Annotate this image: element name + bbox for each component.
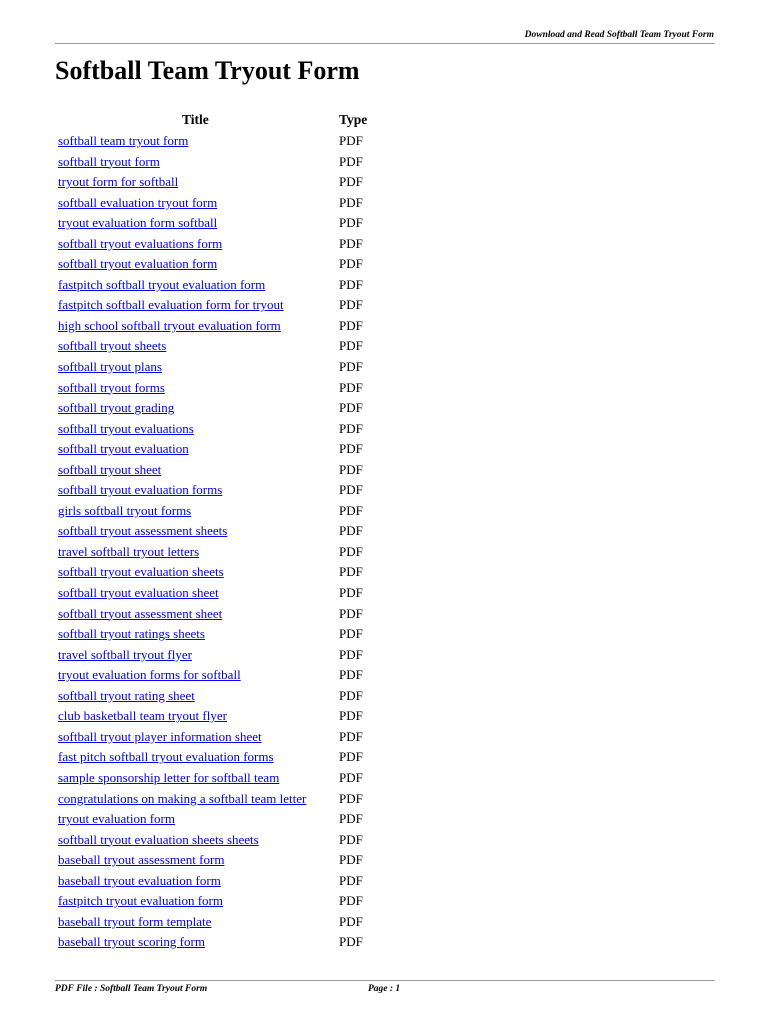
document-link[interactable]: softball tryout forms xyxy=(58,379,165,395)
document-link[interactable]: baseball tryout form template xyxy=(58,913,212,929)
table-row xyxy=(58,460,378,481)
document-link[interactable]: softball tryout evaluation sheets sheets xyxy=(58,831,259,847)
document-list xyxy=(58,131,378,953)
document-link[interactable]: softball tryout evaluation form xyxy=(58,256,218,272)
document-link[interactable]: softball tryout player information sheet xyxy=(58,728,262,744)
document-link[interactable]: fastpitch softball evaluation form for tryout xyxy=(58,297,284,313)
file-type-label: PDF xyxy=(339,502,363,518)
table-row xyxy=(58,275,378,296)
file-type-label: PDF xyxy=(339,215,363,231)
file-type-label: PDF xyxy=(339,934,363,950)
table-row xyxy=(58,295,378,316)
table-row xyxy=(58,747,378,768)
table-row xyxy=(58,398,378,419)
document-link[interactable]: baseball tryout assessment form xyxy=(58,852,225,868)
table-row xyxy=(58,686,378,707)
document-link[interactable]: travel softball tryout flyer xyxy=(58,646,192,662)
file-type-label: PDF xyxy=(339,646,363,662)
table-row xyxy=(58,378,378,399)
document-link[interactable]: softball tryout evaluation xyxy=(58,441,189,457)
file-type-label: PDF xyxy=(339,256,363,272)
table-row xyxy=(58,912,378,933)
file-type-label: PDF xyxy=(339,420,363,436)
table-row xyxy=(58,439,378,460)
table-row xyxy=(58,809,378,830)
document-link[interactable]: softball tryout evaluation sheets xyxy=(58,564,224,580)
document-link[interactable]: girls softball tryout forms xyxy=(58,502,192,518)
document-link[interactable]: softball evaluation tryout form xyxy=(58,194,218,210)
table-row xyxy=(58,645,378,666)
document-link[interactable]: high school softball tryout evaluation form xyxy=(58,317,281,333)
table-row xyxy=(58,419,378,440)
table-row xyxy=(58,542,378,563)
document-link[interactable]: baseball tryout evaluation form xyxy=(58,872,221,888)
document-link[interactable]: softball tryout evaluation forms xyxy=(58,482,223,498)
table-row xyxy=(58,932,378,953)
document-link[interactable]: sample sponsorship letter for softball team xyxy=(58,769,280,785)
file-type-label: PDF xyxy=(339,749,363,765)
table-row xyxy=(58,193,378,214)
document-link[interactable]: softball tryout evaluation sheet xyxy=(58,585,219,601)
document-link[interactable]: fast pitch softball tryout evaluation forms xyxy=(58,749,274,765)
document-link[interactable]: baseball tryout scoring form xyxy=(58,934,205,950)
file-type-label: PDF xyxy=(339,605,363,621)
header-divider xyxy=(55,43,715,44)
table-row xyxy=(58,501,378,522)
document-link[interactable]: tryout evaluation form xyxy=(58,811,175,827)
file-type-label: PDF xyxy=(339,276,363,292)
table-row xyxy=(58,768,378,789)
file-type-label: PDF xyxy=(339,297,363,313)
table-row xyxy=(58,871,378,892)
document-link[interactable]: tryout form for softball xyxy=(58,174,179,190)
table-row xyxy=(58,830,378,851)
table-row xyxy=(58,316,378,337)
file-type-label: PDF xyxy=(339,153,363,169)
file-type-label: PDF xyxy=(339,359,363,375)
table-row xyxy=(58,234,378,255)
document-link[interactable]: club basketball team tryout flyer xyxy=(58,708,227,724)
running-header: Download and Read Softball Team Tryout Form xyxy=(524,30,714,40)
footer-divider xyxy=(55,980,715,981)
footer-page-number: Page : 1 xyxy=(368,984,401,994)
file-type-label: PDF xyxy=(339,441,363,457)
document-link[interactable]: softball tryout ratings sheets xyxy=(58,626,205,642)
file-type-label: PDF xyxy=(339,585,363,601)
document-link[interactable]: tryout evaluation forms for softball xyxy=(58,667,241,683)
file-type-label: PDF xyxy=(339,872,363,888)
table-row xyxy=(58,850,378,871)
document-link[interactable]: softball tryout evaluations xyxy=(58,420,194,436)
document-link[interactable]: fastpitch softball tryout evaluation form xyxy=(58,276,266,292)
document-link[interactable]: softball tryout grading xyxy=(58,400,175,416)
table-row xyxy=(58,604,378,625)
table-row xyxy=(58,727,378,748)
table-row xyxy=(58,172,378,193)
table-row xyxy=(58,131,378,152)
table-row xyxy=(58,706,378,727)
document-link[interactable]: softball tryout assessment sheets xyxy=(58,523,228,539)
document-link[interactable]: tryout evaluation form softball xyxy=(58,215,218,231)
page-title: Softball Team Tryout Form xyxy=(55,56,360,85)
file-type-label: PDF xyxy=(339,687,363,703)
table-row xyxy=(58,213,378,234)
file-type-label: PDF xyxy=(339,338,363,354)
document-link[interactable]: softball team tryout form xyxy=(58,133,189,148)
table-row xyxy=(58,480,378,501)
file-type-label: PDF xyxy=(339,174,363,190)
file-type-label: PDF xyxy=(339,667,363,683)
file-type-label: PDF xyxy=(339,728,363,744)
table-row xyxy=(58,583,378,604)
column-header-title: Title xyxy=(182,112,209,127)
file-type-label: PDF xyxy=(339,913,363,929)
file-type-label: PDF xyxy=(339,831,363,847)
document-link[interactable]: softball tryout form xyxy=(58,153,160,169)
document-link[interactable]: softball tryout evaluations form xyxy=(58,235,223,251)
table-row xyxy=(58,665,378,686)
table-row xyxy=(58,254,378,275)
footer-file-label: PDF File : Softball Team Tryout Form xyxy=(55,984,208,994)
table-row xyxy=(58,521,378,542)
document-link[interactable]: travel softball tryout letters xyxy=(58,543,200,559)
file-type-label: PDF xyxy=(339,852,363,868)
table-row xyxy=(58,789,378,810)
file-type-label: PDF xyxy=(339,893,363,909)
file-type-label: PDF xyxy=(339,790,363,806)
document-link[interactable]: softball tryout rating sheet xyxy=(58,687,195,703)
file-type-label: PDF xyxy=(339,194,363,210)
file-type-label: PDF xyxy=(339,133,363,148)
file-type-label: PDF xyxy=(339,543,363,559)
document-link[interactable]: softball tryout sheets xyxy=(58,338,167,354)
table-row xyxy=(58,562,378,583)
file-type-label: PDF xyxy=(339,811,363,827)
file-type-label: PDF xyxy=(339,461,363,477)
file-type-label: PDF xyxy=(339,769,363,785)
file-type-label: PDF xyxy=(339,564,363,580)
table-row xyxy=(58,152,378,173)
document-link[interactable]: fastpitch tryout evaluation form xyxy=(58,893,223,909)
column-header-type: Type xyxy=(339,112,368,127)
file-type-label: PDF xyxy=(339,626,363,642)
table-row xyxy=(58,891,378,912)
file-type-label: PDF xyxy=(339,235,363,251)
document-link[interactable]: congratulations on making a softball team letter xyxy=(58,790,307,806)
file-type-label: PDF xyxy=(339,379,363,395)
document-link[interactable]: softball tryout plans xyxy=(58,359,162,375)
table-row xyxy=(58,336,378,357)
document-link[interactable]: softball tryout assessment sheet xyxy=(58,605,223,621)
table-row xyxy=(58,624,378,645)
document-link[interactable]: softball tryout sheet xyxy=(58,461,162,477)
file-type-label: PDF xyxy=(339,400,363,416)
file-type-label: PDF xyxy=(339,317,363,333)
file-type-label: PDF xyxy=(339,523,363,539)
file-type-label: PDF xyxy=(339,482,363,498)
table-row xyxy=(58,357,378,378)
file-type-label: PDF xyxy=(339,708,363,724)
